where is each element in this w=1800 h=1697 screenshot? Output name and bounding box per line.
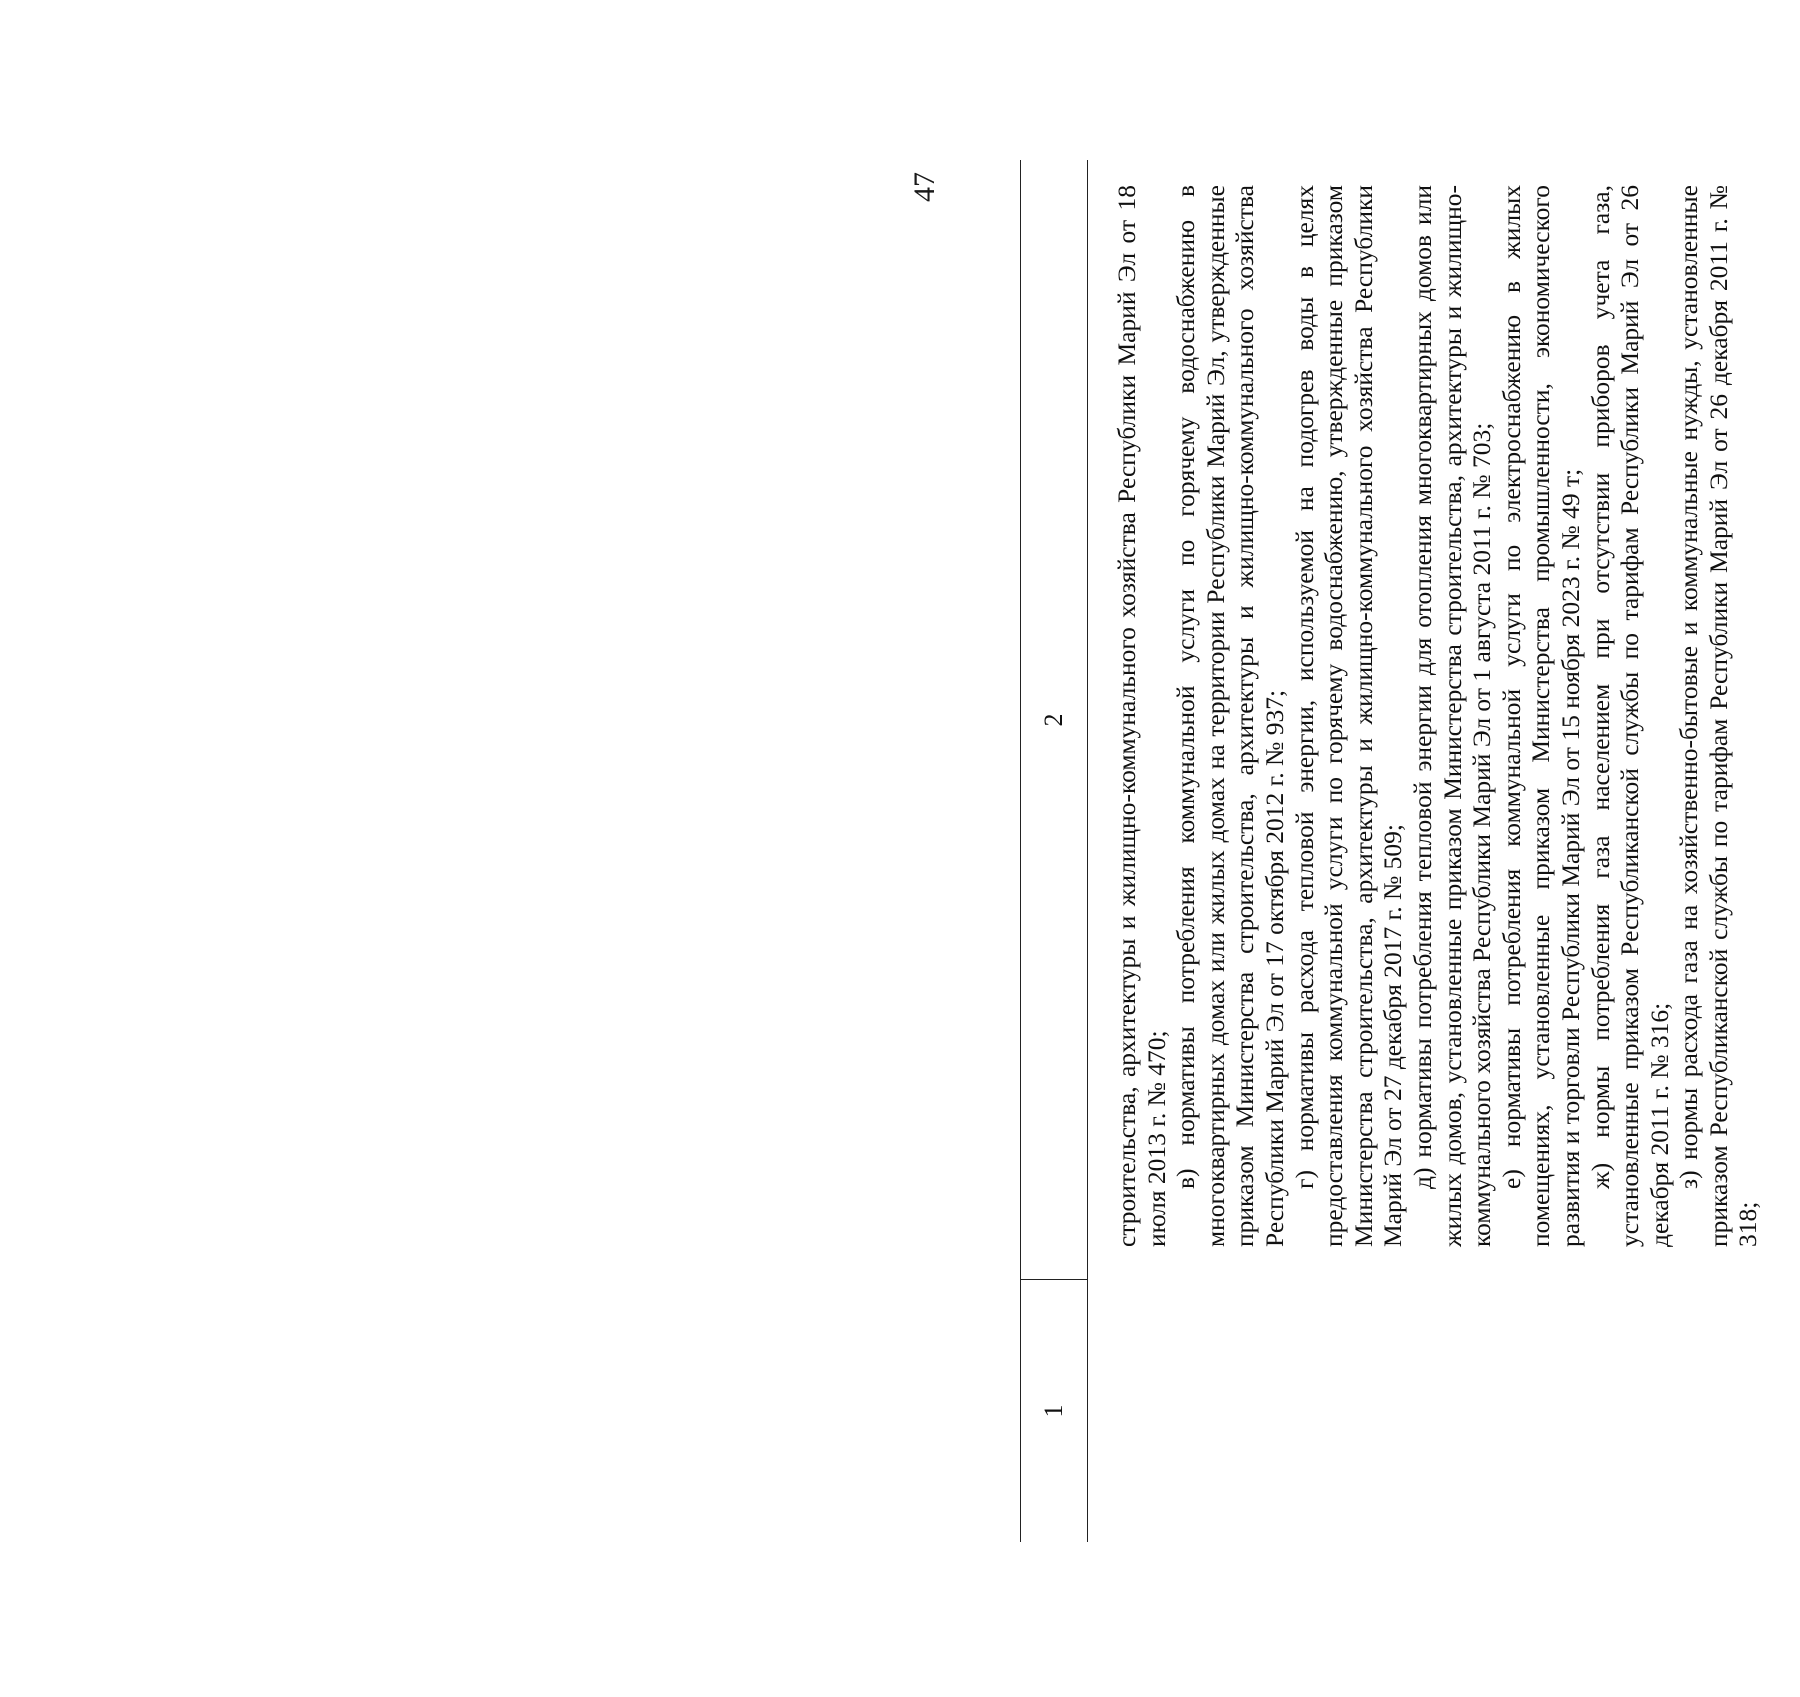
table-cell-text (1112, 185, 1763, 1247)
table-header-col-2: 2 (1039, 713, 1068, 727)
paragraph-item-z: з) нормы расхода газа на хозяйственно-бытовые и коммунальные нужды, установленные приказом Республиканской службы по тарифам Республики Марий Эл от 26 декабря 2011 г. № 318; (1674, 185, 1763, 1247)
paragraph-item-v: в) нормативы потребления коммунальной услуги по горячему водоснабжению в многоквартирных домах или жилых домах на территории Республики Марий Эл, утвержденные приказом Министерства строительства, архитектуры и жилищно-коммунального хозяйства Республики Марий Эл от 17 октября 2012 г. № 937; (1171, 185, 1289, 1247)
paragraph-item-g: г) нормативы расхода тепловой энергии, используемой на подогрев воды в целях предоставления коммунальной услуги по горячему водоснабжению, утвержденные приказом Министерства строительства, архитектуры и жилищно-коммунального хозяйства Республики Марий Эл от 27 декабря 2017 г. № 509; (1289, 185, 1408, 1247)
page-number: 47 (908, 172, 941, 202)
paragraph-item-d: д) нормативы потребления тепловой энергии для отопления многоквартирных домов или жилых домов, установленные приказом Министерства строительства, архитектуры и жилищно-коммунального хозяйства Республики Марий Эл от 1 августа 2011 г. № 703; (1407, 185, 1497, 1247)
paragraph-continuation: строительства, архитектуры и жилищно-коммунального хозяйства Республики Марий Эл от 18 июля 2013 г. № 470; (1112, 185, 1171, 1247)
table-header-col-1: 1 (1039, 1404, 1068, 1418)
paragraph-item-e: е) нормативы потребления коммунальной услуги по электроснабжению в жилых помещениях, установленные приказом Министерства промышленности, экономического развития и торговли Республики Марий Эл от 15 ноября 2023 г. № 49 т; (1496, 185, 1585, 1247)
rotated-table (1020, 160, 1800, 1542)
table-header-row (1020, 160, 1088, 1542)
paragraph-item-zh: ж) нормы потребления газа населением при отсутствии приборов учета газа, установленные приказом Республиканской службы по тарифам Республики Марий Эл от 26 декабря 2011 г. № 316; (1585, 185, 1674, 1247)
